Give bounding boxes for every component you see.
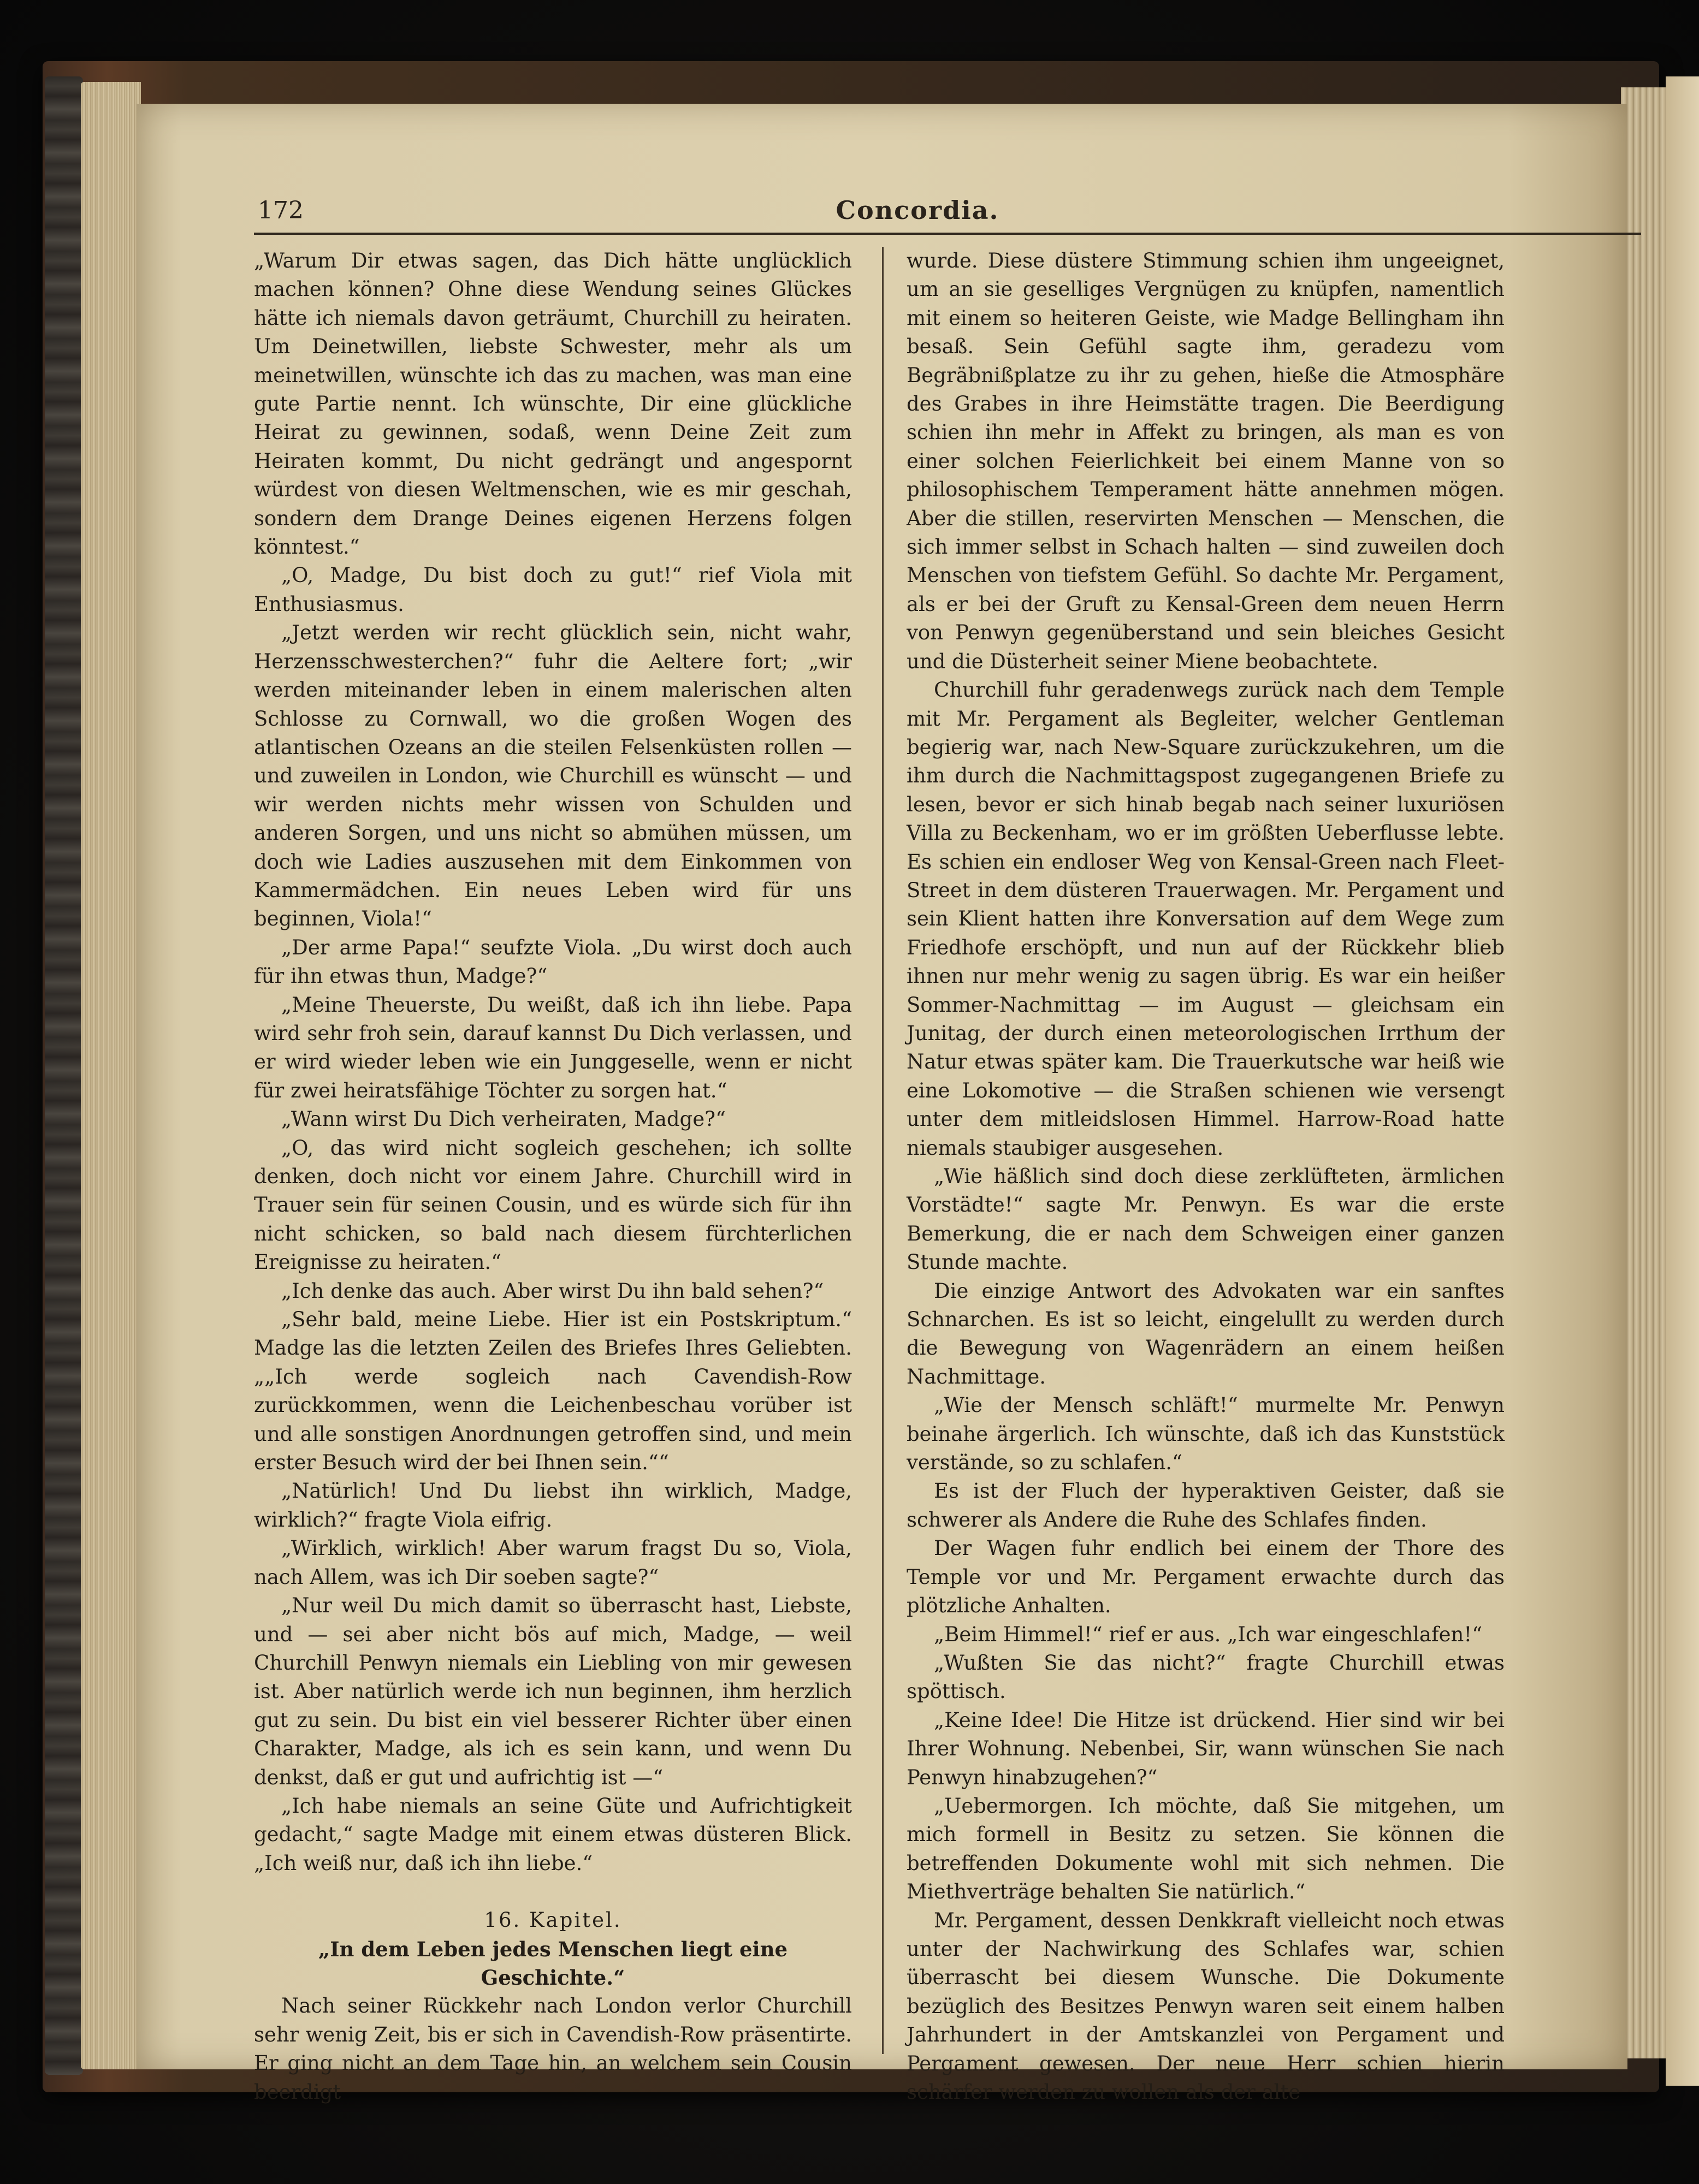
printed-page: [137, 104, 1627, 2104]
paragraph: „Wie der Mensch schläft!“ murmelte Mr. Penwyn beinahe ärgerlich. Ich wünschte, daß ich das Kunststück verstände, so zu schlafen.“: [907, 1393, 1505, 1475]
paragraph: „Nur weil Du mich damit so überrascht hast, Liebste, und — sei aber nicht bös auf mich, Madge, — weil Churchill Penwyn niemals ein Liebling von mir gewesen ist. Aber natürlich werde ich nun beginnen, ihm herzlich gut zu sein. Du bist ein viel besserer Richter über einen Charakter, Madge, als ich es sein kann, und wenn Du denkst, daß er gut und aufrichtig ist —“: [254, 1594, 852, 1789]
chapter-heading: 16. Kapitel.: [484, 1908, 622, 1932]
paragraph: „O, Madge, Du bist doch zu gut!“ rief Viola mit Enthusiasmus.: [254, 563, 852, 616]
facing-page-edge: [1666, 76, 1699, 2086]
paragraph: Nach seiner Rückkehr nach London verlor Churchill sehr wenig Zeit, bis er sich in Cavendish-Row präsentirte. Er ging nicht an dem Tage hin, an welchem sein Cousin beerdigt: [254, 1994, 852, 2104]
paragraph: „Sehr bald, meine Liebe. Hier ist ein Postskriptum.“ Madge las die letzten Zeilen des Briefes Ihres Geliebten. „„Ich werde sogleich nach Cavendish-Row zurückkommen, wenn die Leichenbeschau vorüber ist und alle sonstigen Anordnungen getroffen sind, und mein erster Besuch wird der bei Ihnen sein.““: [254, 1308, 852, 1475]
chapter-subtitle: „In dem Leben jedes Menschen liegt eine Geschichte.“: [318, 1937, 788, 1990]
paragraph: „Der arme Papa!“ seufzte Viola. „Du wirst doch auch für ihn etwas thun, Madge?“: [254, 935, 852, 988]
page-number: 172: [258, 197, 304, 224]
paragraph: „Warum Dir etwas sagen, das Dich hätte unglücklich machen können? Ohne diese Wendung seines Glückes hätte ich niemals davon geträumt, Churchill zu heiraten. Um Deinetwillen, liebste Schwester, mehr als um meinetwillen, wünschte ich das zu machen, was man eine gute Partie nennt. Ich wünschte, Dir eine glückliche Heirat zu gewinnen, sodaß, wenn Deine Zeit zum Heiraten kommt, Du nicht gedrängt und angespornt würdest von diesen Weltmenschen, wie es mir geschah, sondern dem Drange Deines eigenen Herzens folgen könntest.“: [254, 249, 852, 559]
header-rule: [254, 233, 1641, 235]
paragraph: „Ich denke das auch. Aber wirst Du ihn bald sehen?“: [281, 1279, 824, 1303]
right-column: [907, 247, 1505, 2106]
paragraph: „Meine Theuerste, Du weißt, daß ich ihn liebe. Papa wird sehr froh sein, darauf kannst Du Dich verlassen, und er wird wieder leben wie ein Junggeselle, wenn er nicht für zwei heiratsfähige Töchter zu sorgen hat.“: [254, 993, 852, 1102]
page-edges-left: [81, 82, 141, 2069]
book-spine: [45, 76, 83, 2075]
paragraph: „Natürlich! Und Du liebst ihn wirklich, Madge, wirklich?“ fragte Viola eifrig.: [254, 1479, 852, 1532]
paragraph: „Keine Idee! Die Hitze ist drückend. Hier sind wir bei Ihrer Wohnung. Nebenbei, Sir, wann wünschen Sie nach Penwyn hinabzugehen?“: [907, 1708, 1505, 1789]
paragraph: wurde. Diese düstere Stimmung schien ihm ungeeignet, um an sie geselliges Vergnügen zu knüpfen, namentlich mit einem so heiteren Geiste, wie Madge Bellingham ihn besaß. Sein Gefühl sagte ihm, geradezu vom Begräbnißplatze zu ihr zu gehen, hieße die Atmosphäre des Grabes in ihre Heimstätte tragen. Die Beerdigung schien ihn mehr in Affekt zu bringen, als man es von einer solchen Feierlichkeit bei einem Manne von so philosophischem Temperament hätte annehmen mögen. Aber die stillen, reservirten Menschen — Menschen, die sich immer selbst in Schach halten — sind zuweilen doch Menschen von tiefstem Gefühl. So dachte Mr. Pergament, als er bei der Gruft zu Kensal-Green dem neuen Herrn von Penwyn gegenüberstand und sein bleiches Gesicht und die Düsterheit seiner Miene beobachtete.: [907, 249, 1505, 673]
paragraph: „Wann wirst Du Dich verheiraten, Madge?“: [281, 1107, 726, 1131]
paragraph: „Wie häßlich sind doch diese zerklüfteten, ärmlichen Vorstädte!“ sagte Mr. Penwyn. Es war die erste Bemerkung, die er nach dem Schweigen einer ganzen Stunde machte.: [907, 1165, 1505, 1274]
paragraph: „Beim Himmel!“ rief er aus. „Ich war eingeschlafen!“: [934, 1622, 1483, 1646]
paragraph: Es ist der Fluch der hyperaktiven Geister, daß sie schwerer als Andere die Ruhe des Schlafes finden.: [907, 1479, 1505, 1532]
paragraph: „O, das wird nicht sogleich geschehen; ich sollte denken, doch nicht vor einem Jahre. Churchill wird in Trauer sein für seinen Cousin, und es würde sich für ihn nicht schicken, so bald nach diesem fürchterlichen Ereignisse zu heiraten.“: [254, 1136, 852, 1274]
paragraph: „Wußten Sie das nicht?“ fragte Churchill etwas spöttisch.: [907, 1651, 1505, 1704]
left-column: [254, 247, 852, 2106]
paragraph: Churchill fuhr geradenwegs zurück nach dem Temple mit Mr. Pergament als Begleiter, welcher Gentleman begierig war, nach New-Square zurückzukehren, um die ihm durch die Nachmittagspost zugegangenen Briefe zu lesen, bevor er sich hinab begab nach seiner luxuriösen Villa zu Beckenham, wo er im größten Ueberflusse lebte. Es schien ein endloser Weg von Kensal-Green nach Fleet-Street in dem düsteren Trauerwagen. Mr. Pergament und sein Klient hatten ihre Konversation auf dem Wege zum Friedhofe erschöpft, und nun auf der Rückkehr blieb ihnen nur mehr wenig zu sagen übrig. Es war ein heißer Sommer-Nachmittag — im August — gleichsam ein Junitag, der durch einen meteorologischen Irrthum der Natur etwas später kam. Die Trauerkutsche war heiß wie eine Lokomotive — die Straßen schienen wie versengt unter dem mitleidslosen Himmel. Harrow-Road hatte niemals staubiger ausgesehen.: [907, 678, 1505, 1160]
paragraph: „Uebermorgen. Ich möchte, daß Sie mitgehen, um mich formell in Besitz zu setzen. Sie können die betreffenden Dokumente wohl mit sich nehmen. Die Miethverträge behalten Sie natürlich.“: [907, 1794, 1505, 1904]
running-title: Concordia.: [836, 195, 999, 225]
paragraph: „Wirklich, wirklich! Aber warum fragst Du so, Viola, nach Allem, was ich Dir soeben sagte?“: [254, 1536, 852, 1589]
column-divider: [882, 247, 884, 2054]
paragraph: „Jetzt werden wir recht glücklich sein, nicht wahr, Herzensschwesterchen?“ fuhr die Aeltere fort; „wir werden miteinander leben in einem malerischen alten Schlosse zu Cornwall, wo die großen Wogen des atlantischen Ozeans an die steilen Felsenküsten rollen — und zuweilen in London, wie Churchill es wünscht — und wir werden nichts mehr wissen von Schulden und anderen Sorgen, und uns nicht so abmühen müssen, um doch wie Ladies auszusehen mit dem Einkommen von Kammermädchen. Ein neues Leben wird für uns beginnen, Viola!“: [254, 621, 852, 931]
paragraph: Die einzige Antwort des Advokaten war ein sanftes Schnarchen. Es ist so leicht, eingelullt zu werden durch die Bewegung von Wagenrädern an einem heißen Nachmittage.: [907, 1279, 1505, 1388]
paragraph: „Ich habe niemals an seine Güte und Aufrichtigkeit gedacht,“ sagte Madge mit einem etwas düsteren Blick. „Ich weiß nur, daß ich ihn liebe.“: [254, 1794, 852, 1875]
paragraph: Mr. Pergament, dessen Denkkraft vielleicht noch etwas unter der Nachwirkung des Schlafes war, schien überrascht bei diesem Wunsche. Die Dokumente bezüglich des Besitzes Penwyn waren seit einem halben Jahrhundert in der Amtskanzlei von Pergament und Pergament gewesen. Der neue Herr schien hierin schärfer werden zu wollen als der alte: [907, 1908, 1505, 2104]
paragraph: Der Wagen fuhr endlich bei einem der Thore des Temple vor und Mr. Pergament erwachte durch das plötzliche Anhalten.: [907, 1536, 1505, 1618]
